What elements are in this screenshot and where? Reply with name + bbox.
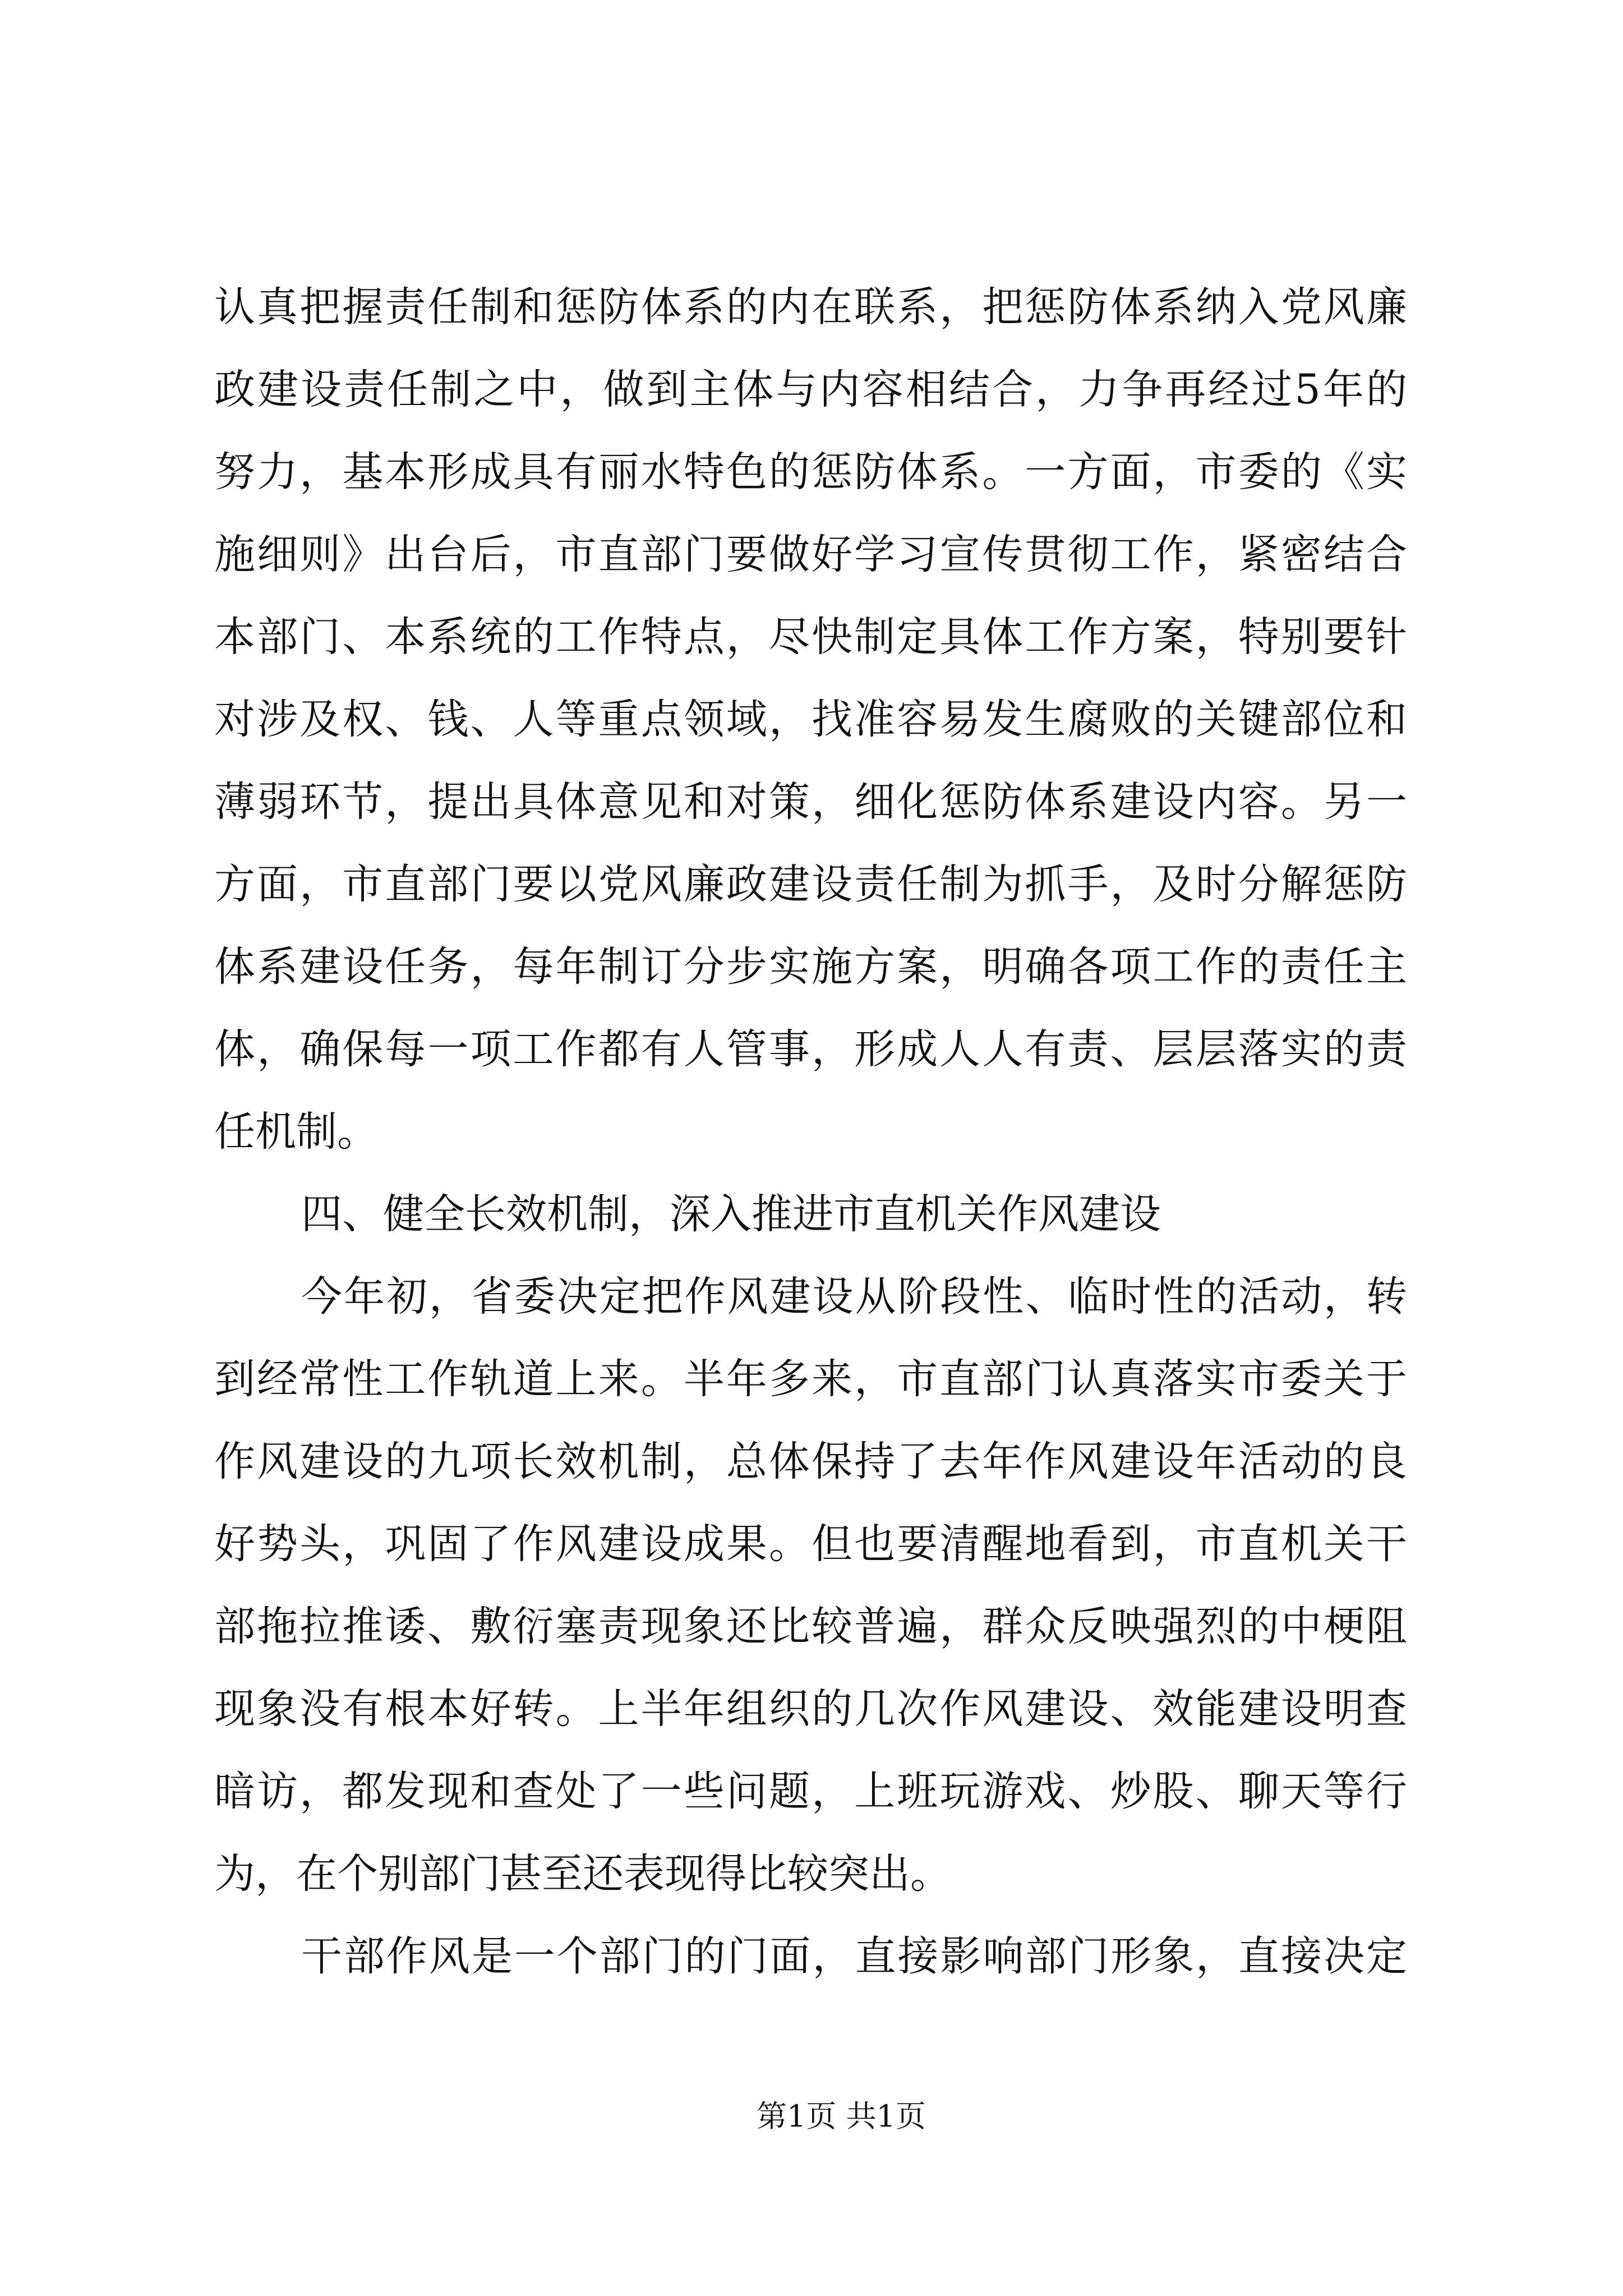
section-heading: 四、健全长效机制，深入推进市直机关作风建设 bbox=[301, 1190, 1161, 1238]
text-line: 政建设责任制之中，做到主体与内容相结合，力争再经过5年的 bbox=[214, 366, 1407, 413]
text-line: 本部门、本系统的工作特点，尽快制定具体工作方案，特别要针 bbox=[214, 613, 1407, 661]
text-line: 今年初，省委决定把作风建设从阶段性、临时性的活动，转 bbox=[301, 1273, 1407, 1320]
text-line: 作风建设的九项长效机制，总体保持了去年作风建设年活动的良 bbox=[214, 1438, 1407, 1485]
text-line: 施细则》出台后，市直部门要做好学习宣传贯彻工作，紧密结合 bbox=[214, 531, 1407, 578]
page-number-footer: 第1页 共1页 bbox=[757, 2099, 926, 2134]
text-line: 任机制。 bbox=[214, 1108, 378, 1156]
text-line: 对涉及权、钱、人等重点领域，找准容易发生腐败的关键部位和 bbox=[214, 696, 1407, 743]
text-line: 体系建设任务，每年制订分步实施方案，明确各项工作的责任主 bbox=[214, 943, 1407, 991]
text-line: 努力，基本形成具有丽水特色的惩防体系。一方面，市委的《实 bbox=[214, 448, 1407, 496]
text-line: 薄弱环节，提出具体意见和对策，细化惩防体系建设内容。另一 bbox=[214, 778, 1407, 826]
text-line: 认真把握责任制和惩防体系的内在联系，把惩防体系纳入党风廉 bbox=[214, 283, 1407, 331]
text-line: 为，在个别部门甚至还表现得比较突出。 bbox=[214, 1850, 951, 1898]
text-line: 部拖拉推诿、敷衍塞责现象还比较普遍，群众反映强烈的中梗阻 bbox=[214, 1603, 1407, 1650]
text-line: 好势头，巩固了作风建设成果。但也要清醒地看到，市直机关干 bbox=[214, 1520, 1407, 1568]
paragraph-1 bbox=[214, 266, 1407, 1173]
text-line: 体，确保每一项工作都有人管事，形成人人有责、层层落实的责 bbox=[214, 1025, 1407, 1073]
paragraph-3 bbox=[214, 1915, 1407, 1998]
paragraph-2 bbox=[214, 1255, 1407, 1915]
text-line: 方面，市直部门要以党风廉政建设责任制为抓手，及时分解惩防 bbox=[214, 861, 1407, 908]
text-line: 暗访，都发现和查处了一些问题，上班玩游戏、炒股、聊天等行 bbox=[214, 1768, 1407, 1815]
text-line: 现象没有根本好转。上半年组织的几次作风建设、效能建设明查 bbox=[214, 1685, 1407, 1733]
text-line: 到经常性工作轨道上来。半年多来，市直部门认真落实市委关于 bbox=[214, 1355, 1407, 1403]
text-line: 干部作风是一个部门的门面，直接影响部门形象，直接决定 bbox=[301, 1932, 1407, 1980]
document-body bbox=[214, 266, 1407, 1998]
